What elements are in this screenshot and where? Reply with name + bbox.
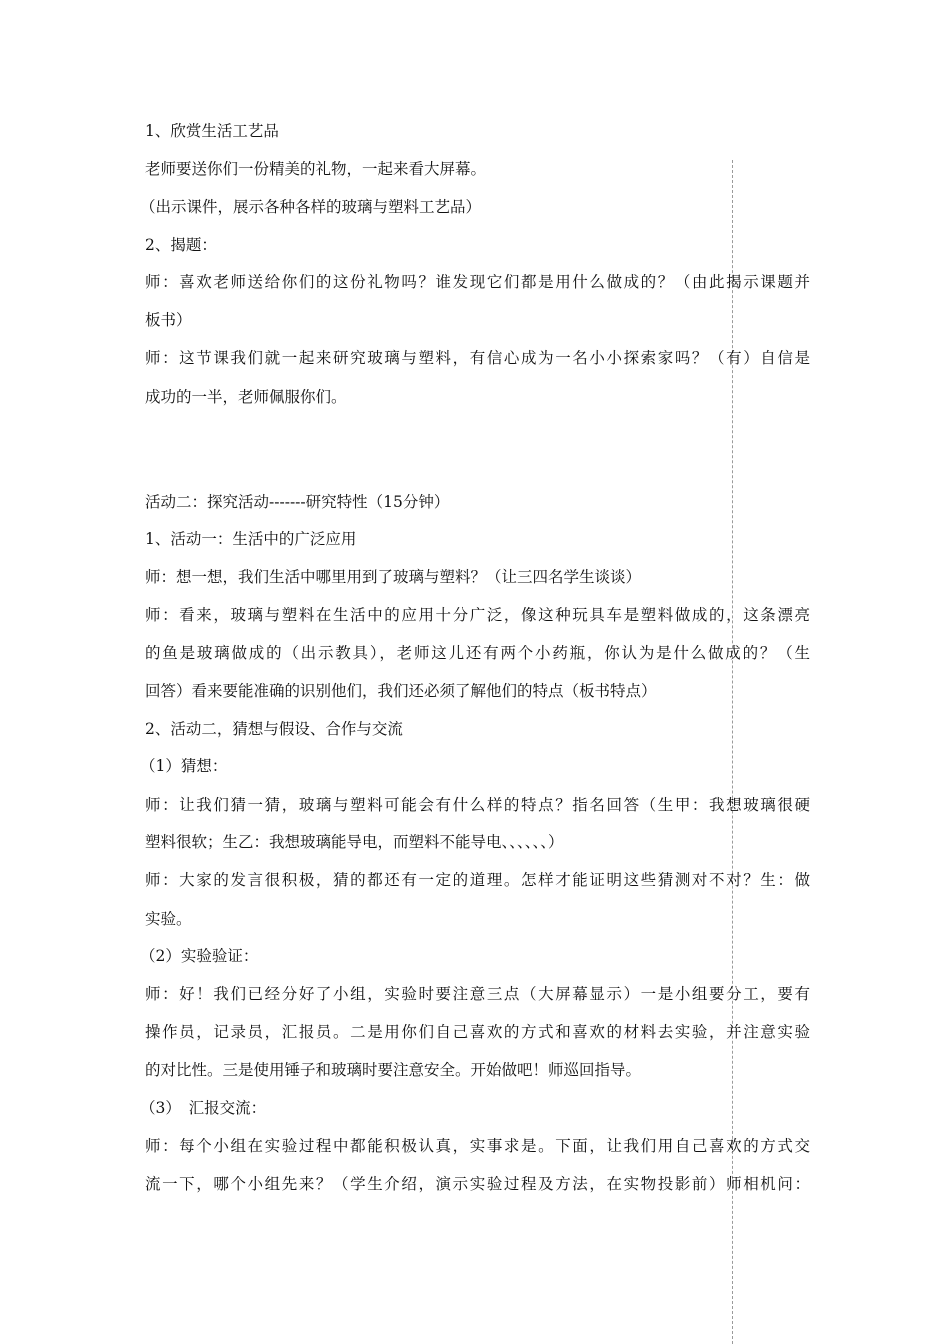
paragraph-line: 的鱼是玻璃做成的（出示教具），老师这儿还有两个小药瓶，你认为是什么做成的？（生 [145, 644, 810, 662]
paragraph-line: 板书） [145, 311, 192, 329]
subsection-heading: （2）实验验证： [140, 947, 259, 965]
paragraph-line: 师：这节课我们就一起来研究玻璃与塑料，有信心成为一名小小探索家吗？（有）自信是 [145, 349, 810, 367]
paragraph-line: 师：大家的发言很积极，猜的都还有一定的道理。怎样才能证明这些猜测对不对？生：做 [145, 871, 810, 889]
section-heading: 2、活动二，猜想与假设、合作与交流 [145, 720, 403, 738]
paragraph-line: 操作员，记录员，汇报员。二是用你们自己喜欢的方式和喜欢的材料去实验，并注意实验 [145, 1023, 810, 1041]
paragraph-line: 成功的一半，老师佩服你们。 [145, 388, 347, 406]
section-heading: 1、欣赏生活工艺品 [145, 122, 279, 140]
paragraph-line: 塑料很软；生乙：我想玻璃能导电，而塑料不能导电、、、、、、） [145, 833, 564, 851]
paragraph-line: 师：喜欢老师送给你们的这份礼物吗？谁发现它们都是用什么做成的？（由此揭示课题并 [145, 273, 810, 291]
paragraph-line: 流一下，哪个小组先来？（学生介绍，演示实验过程及方法，在实物投影前）师相机问： [145, 1175, 810, 1193]
activity-heading: 活动二：探究活动-------研究特性（15分钟） [145, 493, 450, 511]
paragraph-line: 师：想一想，我们生活中哪里用到了玻璃与塑料？（让三四名学生谈谈） [145, 568, 642, 586]
paragraph-line: 的对比性。三是使用锤子和玻璃时要注意安全。开始做吧！师巡回指导。 [145, 1061, 642, 1079]
paragraph-line: 师：看来，玻璃与塑料在生活中的应用十分广泛，像这种玩具车是塑料做成的，这条漂亮 [145, 606, 810, 624]
subsection-heading: （3） 汇报交流： [140, 1099, 267, 1117]
paragraph-line: 回答）看来要能准确的识别他们，我们还必须了解他们的特点（板书特点） [145, 682, 657, 700]
paragraph-line: 实验。 [145, 910, 192, 928]
paragraph-line: 老师要送你们一份精美的礼物，一起来看大屏幕。 [145, 160, 487, 178]
paragraph-line: 师：每个小组在实验过程中都能积极认真，实事求是。下面，让我们用自己喜欢的方式交 [145, 1137, 810, 1155]
margin-guide-line [732, 160, 733, 1344]
paragraph-line: 师：让我们猜一猜，玻璃与塑料可能会有什么样的特点？指名回答（生甲：我想玻璃很硬 [145, 796, 810, 814]
section-heading: 2、揭题： [145, 236, 217, 254]
paragraph-line: 师：好！我们已经分好了小组，实验时要注意三点（大屏幕显示）一是小组要分工，要有 [145, 985, 810, 1003]
section-heading: 1、活动一：生活中的广泛应用 [145, 530, 357, 548]
subsection-heading: （1）猜想： [140, 757, 228, 775]
paragraph-line: （出示课件，展示各种各样的玻璃与塑料工艺品） [140, 198, 482, 216]
